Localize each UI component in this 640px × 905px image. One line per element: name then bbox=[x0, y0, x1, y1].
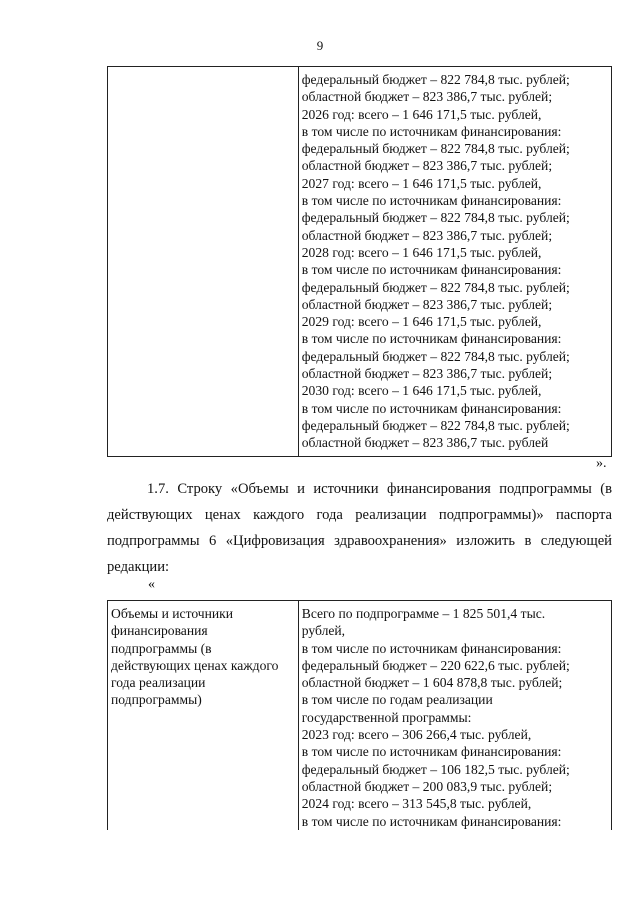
funding-line: 2030 год: всего – 1 646 171,5 тыс. рублей, bbox=[301, 383, 542, 399]
label-line: Объемы и источники bbox=[111, 606, 234, 621]
funding-line: федеральный бюджет – 220 622,6 тыс. рублей; bbox=[301, 657, 570, 673]
funding-line: федеральный бюджет – 822 784,8 тыс. рублей; bbox=[301, 72, 570, 87]
label-line: подпрограммы) bbox=[111, 692, 202, 708]
funding-line: областной бюджет – 823 386,7 тыс. рублей; bbox=[301, 227, 553, 243]
funding-line: рублей, bbox=[301, 623, 346, 639]
funding-line: областной бюджет – 823 386,7 тыс. рублей; bbox=[301, 296, 553, 312]
label-line: года реализации bbox=[111, 675, 206, 691]
funding-line: федеральный бюджет – 822 784,8 тыс. рублей; bbox=[301, 210, 570, 226]
funding-line: государственной программы: bbox=[301, 709, 472, 725]
closing-quote: ». bbox=[596, 456, 607, 471]
funding-line: федеральный бюджет – 822 784,8 тыс. рублей; bbox=[301, 279, 570, 295]
funding-line: областной бюджет – 1 604 878,8 тыс. рублей; bbox=[301, 675, 563, 691]
paragraph-line: подпрограммы 6 «Цифровизация здравоохранения» изложить в следующей bbox=[107, 533, 612, 549]
funding-line: федеральный бюджет – 822 784,8 тыс. рублей; bbox=[301, 348, 570, 364]
label-line: подпрограммы (в bbox=[111, 640, 212, 656]
funding-line: областной бюджет – 823 386,7 тыс. рублей; bbox=[301, 158, 553, 174]
funding-line: в том числе по источникам финансирования: bbox=[301, 262, 562, 278]
funding-line: в том числе по источникам финансирования: bbox=[301, 123, 562, 139]
label-line: действующих ценах каждого bbox=[111, 657, 279, 673]
funding-line: в том числе по годам реализации bbox=[301, 692, 493, 708]
funding-line: в том числе по источникам финансирования: bbox=[301, 331, 562, 347]
funding-line: 2029 год: всего – 1 646 171,5 тыс. рублей, bbox=[301, 314, 542, 330]
funding-line: областной бюджет – 823 386,7 тыс. рублей; bbox=[301, 89, 553, 105]
funding-line: 2023 год: всего – 306 266,4 тыс. рублей, bbox=[301, 727, 532, 743]
label-line: финансирования bbox=[111, 623, 208, 639]
funding-line: областной бюджет – 200 083,9 тыс. рублей; bbox=[301, 778, 553, 794]
table-left-cell-empty bbox=[108, 67, 299, 457]
paragraph-line: 1.7. Строку «Объемы и источники финансирования подпрограммы (в bbox=[147, 481, 612, 497]
funding-lines bbox=[299, 601, 611, 830]
amendment-paragraph bbox=[107, 476, 612, 580]
funding-line: 2026 год: всего – 1 646 171,5 тыс. рублей, bbox=[301, 106, 542, 122]
opening-quote: « bbox=[148, 577, 155, 592]
funding-line: Всего по подпрограмме – 1 825 501,4 тыс. bbox=[301, 606, 546, 621]
funding-lines bbox=[299, 67, 611, 456]
funding-line: областной бюджет – 823 386,7 тыс. рублей bbox=[301, 435, 549, 451]
table-right-cell bbox=[298, 67, 611, 457]
budget-table-new bbox=[107, 600, 612, 830]
table-label-cell bbox=[108, 601, 299, 830]
funding-line: федеральный бюджет – 822 784,8 тыс. рублей; bbox=[301, 417, 570, 433]
budget-table-continued bbox=[107, 66, 612, 457]
funding-line: 2027 год: всего – 1 646 171,5 тыс. рублей, bbox=[301, 175, 542, 191]
page-number: 9 bbox=[316, 38, 324, 53]
funding-line: в том числе по источникам финансирования: bbox=[301, 400, 562, 416]
funding-line: 2028 год: всего – 1 646 171,5 тыс. рублей, bbox=[301, 244, 542, 260]
table-value-cell bbox=[298, 601, 611, 830]
funding-line: 2024 год: всего – 313 545,8 тыс. рублей, bbox=[301, 796, 532, 812]
funding-line: в том числе по источникам финансирования: bbox=[301, 640, 562, 656]
funding-line: федеральный бюджет – 106 182,5 тыс. рублей; bbox=[301, 761, 570, 777]
paragraph-line: действующих ценах каждого года реализации подпрограммы)» паспорта bbox=[107, 507, 612, 523]
row-label bbox=[108, 601, 298, 709]
funding-line: федеральный бюджет – 822 784,8 тыс. рублей; bbox=[301, 141, 570, 157]
funding-line: в том числе по источникам финансирования: bbox=[301, 744, 562, 760]
paragraph-line: редакции: bbox=[107, 559, 170, 575]
funding-line: областной бюджет – 823 386,7 тыс. рублей; bbox=[301, 366, 553, 382]
funding-line: в том числе по источникам финансирования: bbox=[301, 193, 562, 209]
funding-line: в том числе по источникам финансирования: bbox=[301, 813, 562, 829]
